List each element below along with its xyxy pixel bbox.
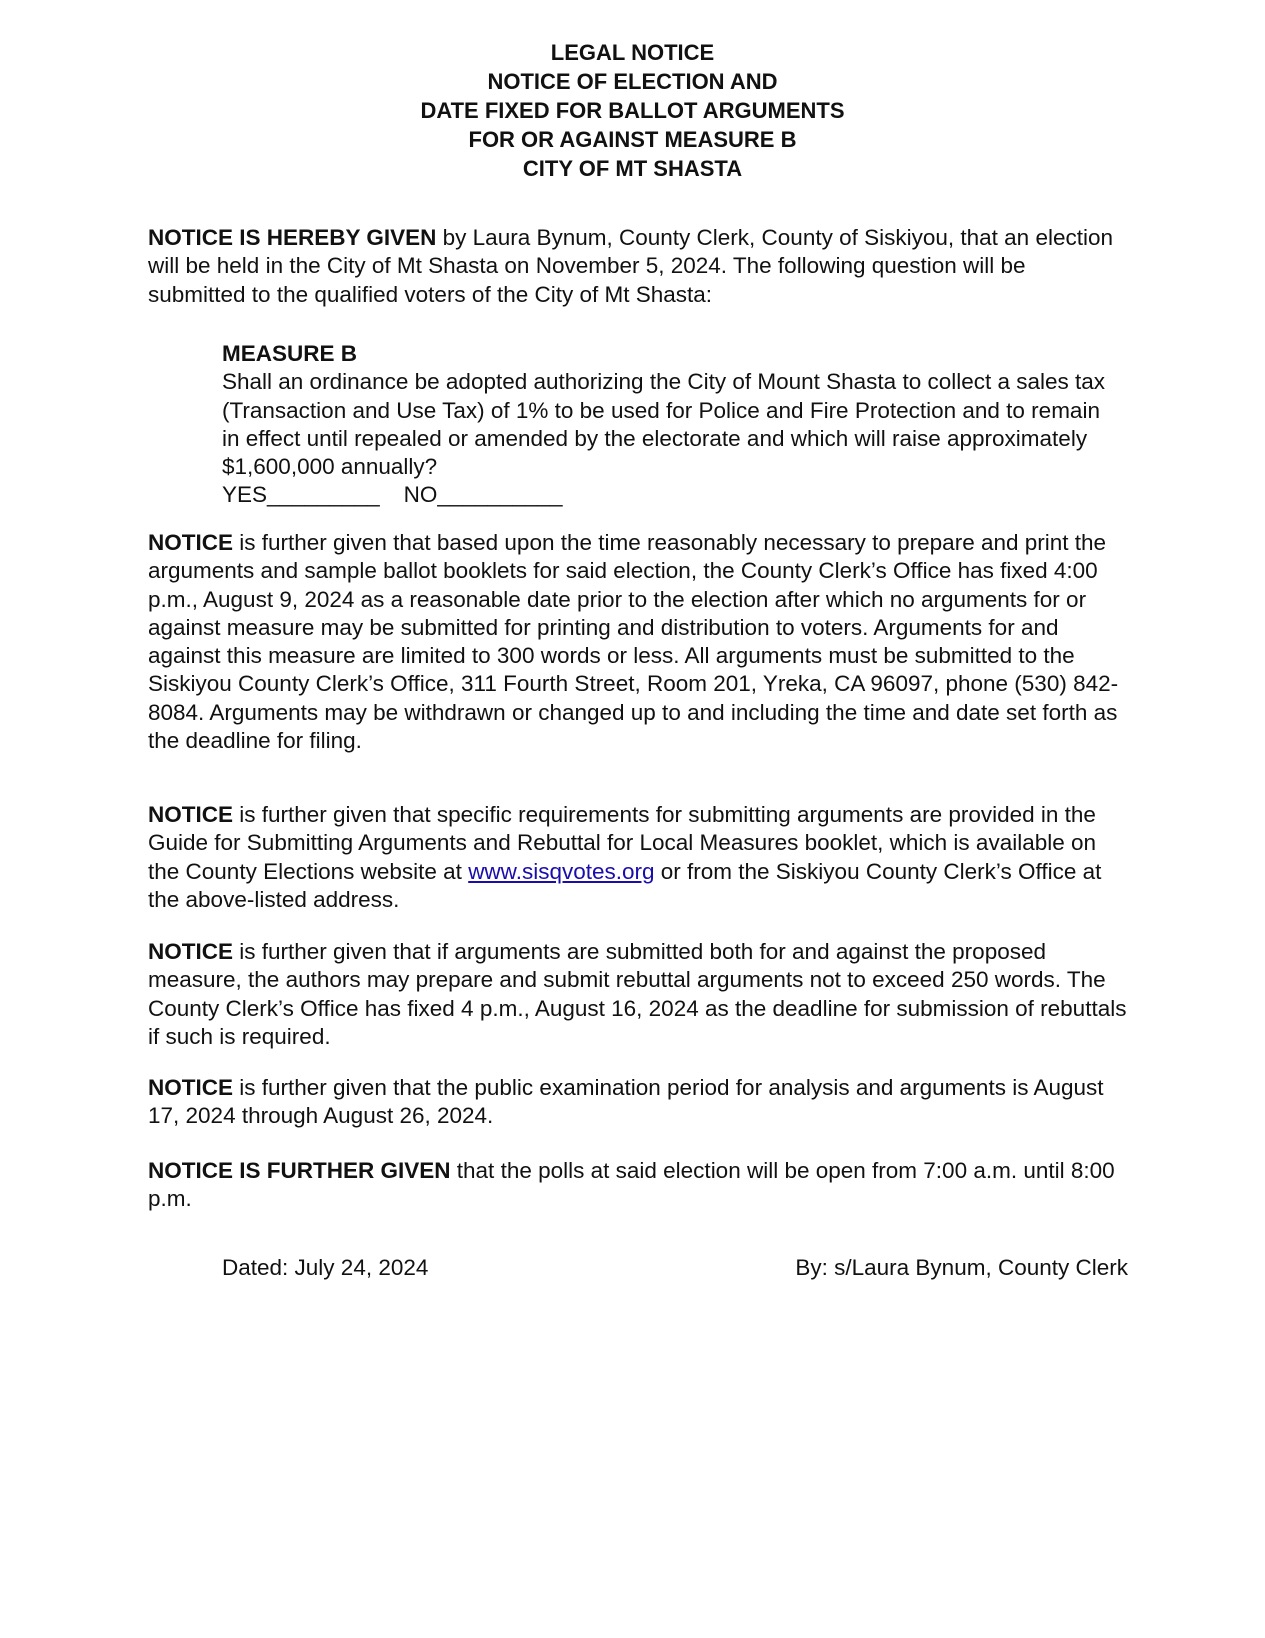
- notice-arguments-paragraph: [148, 529, 1128, 755]
- intro-text: by Laura Bynum, County Clerk, County of Siskiyou, that an election will be held in the City of Mt Shasta on November 5, 2024. The following question will be submitted to the qualified voters of the City of Mt Shasta:: [148, 225, 1113, 307]
- notice-polls-text: that the polls at said election will be open from 7:00 a.m. until 8:00 p.m.: [148, 1158, 1115, 1212]
- notice-requirements-text-before: is further given that specific requirements for submitting arguments are provided in the Guide for Submitting Arguments and Rebuttal for Local Measures booklet, which is available on the County Elections website at: [148, 802, 1097, 884]
- signature-line: By: s/Laura Bynum, County Clerk: [795, 1255, 1128, 1280]
- vote-yes: YES_________: [222, 482, 380, 508]
- notice-arguments-text: is further given that based upon the time reasonably necessary to prepare and print the arguments and sample ballot booklets for said election, the County Clerk’s Office has fixed 4:00 p.m., August 9, 2024 as a reasonable date prior to the election after which no arguments for or against measure may be submitted for printing and distribution to voters. Arguments for and against this measure are limited to 300 words or less. All arguments must be submitted to the Siskiyou County Clerk’s Office, 311 Fourth Street, Room 201, Yreka, CA 96097, phone (530) 842-8084. Arguments may be withdrawn or changed up to and including the time and date set forth as the deadline for filing.: [148, 530, 1119, 754]
- title-line-legal-notice: LEGAL NOTICE: [550, 40, 715, 65]
- measure-question: Shall an ordinance be adopted authorizing the City of Mount Shasta to collect a sales tax (Transaction and Use Tax) of 1% to be used for Police and Fire Protection and to remain in effect until repealed or amended by the electorate and which will raise approximately $1,600,000 annually?: [222, 369, 1106, 480]
- vote-no: NO__________: [403, 482, 563, 508]
- notice-examination-lead: NOTICE: [148, 1075, 234, 1100]
- title-line-measure: FOR OR AGAINST MEASURE B: [468, 127, 797, 152]
- dated-line: Dated: July 24, 2024: [222, 1255, 429, 1280]
- notice-polls-lead: NOTICE IS FURTHER GIVEN: [148, 1158, 451, 1183]
- notice-rebuttal-paragraph: [148, 938, 1128, 1051]
- notice-examination-text: is further given that the public examination period for analysis and arguments is August 17, 2024 through August 26, 2024.: [148, 1075, 1104, 1129]
- measure-block: [222, 340, 1122, 510]
- notice-requirements-text-after: or from the Siskiyou County Clerk’s Office at the above-listed address.: [148, 858, 1102, 912]
- notice-polls-paragraph: [148, 1157, 1128, 1214]
- sisqvotes-link[interactable]: www.sisqvotes.org: [468, 858, 655, 884]
- notice-requirements-paragraph: [148, 801, 1128, 914]
- notice-rebuttal-text: is further given that if arguments are submitted both for and against the proposed measure, the authors may prepare and submit rebuttal arguments not to exceed 250 words. The County Clerk’s Office has fixed 4 p.m., August 16, 2024 as the deadline for submission of rebuttals if such is required.: [148, 939, 1127, 1049]
- notice-requirements-lead: NOTICE: [148, 802, 234, 827]
- notice-rebuttal-lead: NOTICE: [148, 939, 234, 964]
- measure-title: MEASURE B: [222, 341, 358, 366]
- notice-title: [0, 38, 1265, 183]
- title-line-notice-of-election: NOTICE OF ELECTION AND: [487, 69, 778, 94]
- title-line-date-fixed: DATE FIXED FOR BALLOT ARGUMENTS: [420, 98, 845, 123]
- intro-lead: NOTICE IS HEREBY GIVEN: [148, 225, 437, 250]
- vote-line: [222, 481, 1122, 509]
- intro-paragraph: [148, 224, 1128, 309]
- notice-arguments-lead: NOTICE: [148, 530, 234, 555]
- title-line-city: CITY OF MT SHASTA: [522, 156, 743, 181]
- notice-examination-paragraph: [148, 1074, 1128, 1131]
